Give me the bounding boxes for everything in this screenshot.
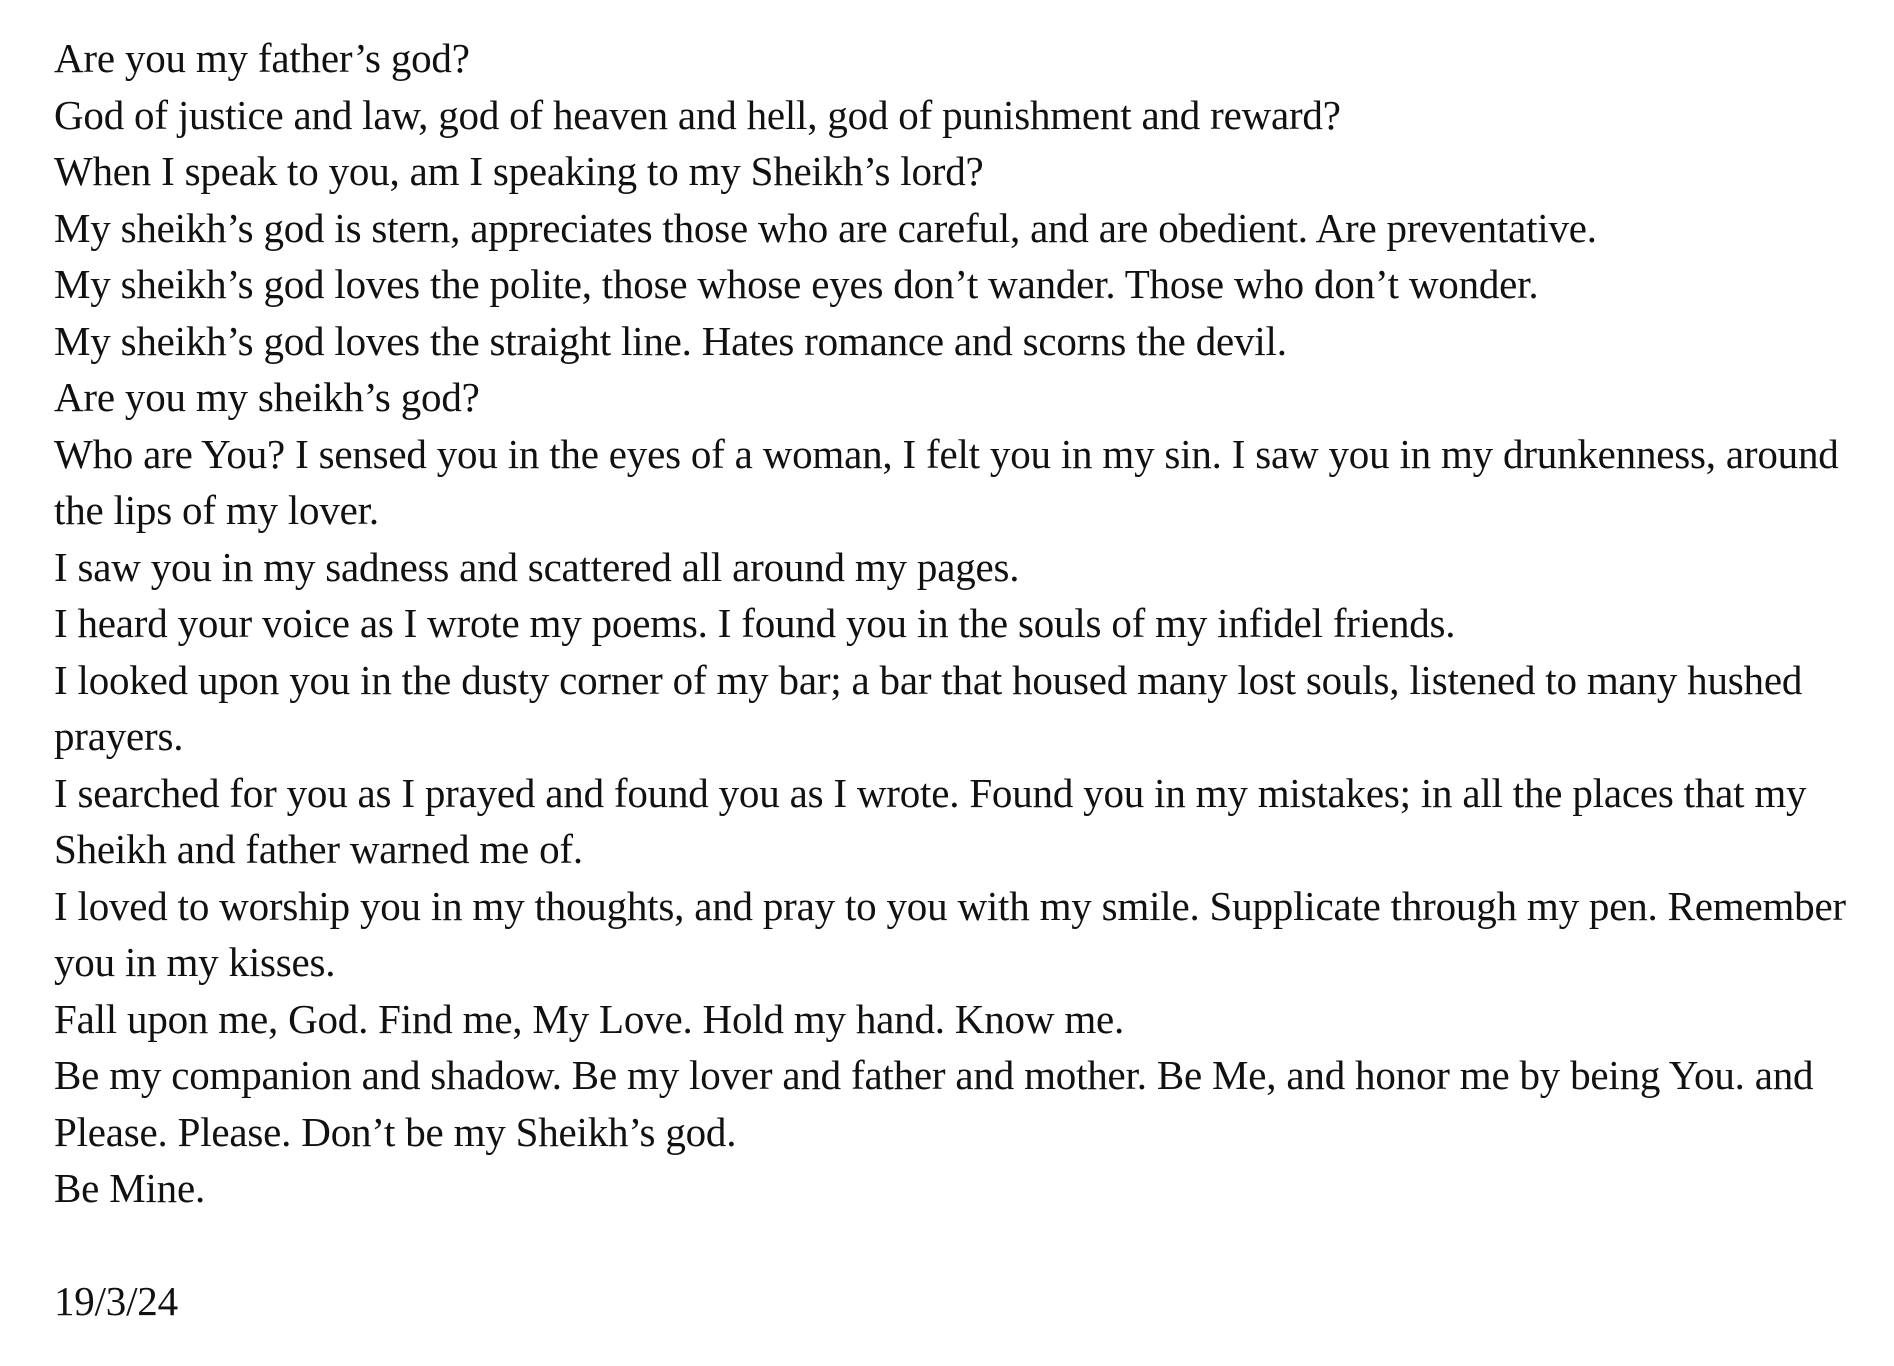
- poem-line: Fall upon me, God. Find me, My Love. Hold my hand. Know me.: [54, 995, 1125, 1042]
- poem-line: My sheikh’s god loves the polite, those whose eyes don’t wander. Those who don’t wonder.: [54, 261, 1539, 307]
- poem-line: I heard your voice as I wrote my poems. I found you in the souls of my infidel friends.: [54, 600, 1456, 646]
- poem-line: My sheikh’s god loves the straight line. Hates romance and scorns the devil.: [54, 317, 1287, 364]
- poem-date: 19/3/24: [54, 1278, 178, 1324]
- poem-line: Be Mine.: [54, 1165, 205, 1211]
- poem-line: I loved to worship you in my thoughts, and pray to you with my smile. Supplicate through my pen. Remember you in my kisses.: [54, 882, 1846, 985]
- poem-line: Are you my sheikh’s god?: [54, 374, 480, 420]
- blank-line: [54, 1217, 1864, 1274]
- poem-line: My sheikh’s god is stern, appreciates those who are careful, and are obedient. Are preventative.: [54, 204, 1597, 251]
- poem-line: God of justice and law, god of heaven and hell, god of punishment and reward?: [54, 91, 1341, 138]
- poem-line: I looked upon you in the dusty corner of my bar; a bar that housed many lost souls, listened to many hushed prayers.: [54, 656, 1803, 759]
- poem-line: I searched for you as I prayed and found you as I wrote. Found you in my mistakes; in all the places that my Sheikh and father warned me of.: [54, 769, 1807, 872]
- poem-line: Who are You? I sensed you in the eyes of a woman, I felt you in my sin. I saw you in my drunkenness, around the lips of my lover.: [54, 430, 1839, 533]
- poem-line: Be my companion and shadow. Be my lover and father and mother. Be Me, and honor me by being You. and Please. Please. Don’t be my Sheikh’s god.: [54, 1052, 1814, 1155]
- poem-line: When I speak to you, am I speaking to my Sheikh’s lord?: [54, 148, 984, 194]
- poem-line: I saw you in my sadness and scattered all around my pages.: [54, 543, 1020, 590]
- poem-document: [54, 30, 1864, 1330]
- poem-line: Are you my father’s god?: [54, 35, 470, 81]
